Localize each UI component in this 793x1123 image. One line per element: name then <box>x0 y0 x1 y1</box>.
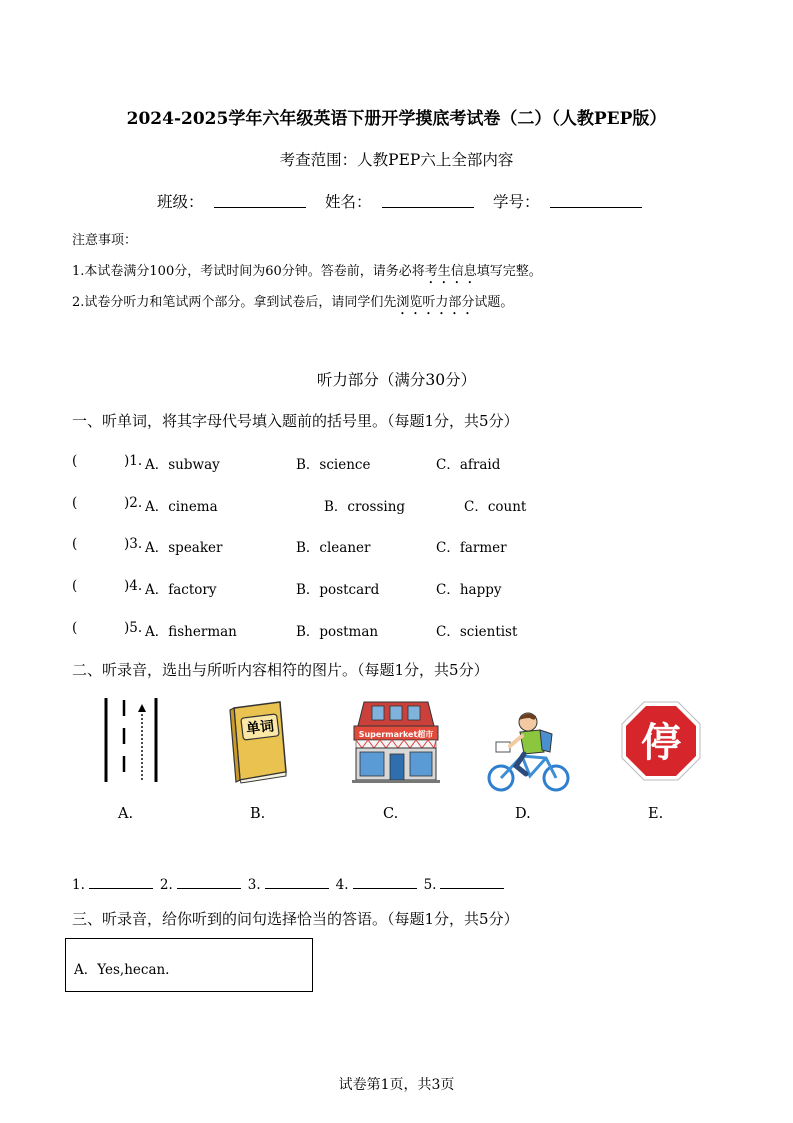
page-footer: 试卷第1页，共3页 <box>338 1077 455 1093</box>
answer-number: 2. <box>159 877 173 893</box>
answer-paren-open[interactable]: ( <box>72 536 78 552</box>
student-id-label: 学号： <box>493 193 540 211</box>
option-b: B．cleaner <box>296 540 371 556</box>
option-c: C．happy <box>436 582 502 598</box>
class-label: 班级： <box>157 193 204 211</box>
answer-paren-open[interactable]: ( <box>72 453 78 469</box>
answer-number: 5. <box>423 877 437 893</box>
class-blank[interactable] <box>214 207 306 208</box>
answer-paren-open[interactable]: ( <box>72 495 78 511</box>
section-3-heading: 三、听录音，给你听到的问句选择恰当的答语。（每题1分，共5分） <box>72 910 519 928</box>
answer-blank[interactable] <box>265 874 329 889</box>
answer-blank[interactable] <box>353 874 417 889</box>
exam-title: 2024-2025学年六年级英语下册开学摸底考试卷（二）（人教PEP版） <box>126 109 667 129</box>
section-2-heading: 二、听录音，选出与所听内容相符的图片。（每题1分，共5分） <box>72 661 489 679</box>
option-b: B．postman <box>296 624 379 640</box>
book-cover-text: 单词 <box>245 718 275 738</box>
option-c: C．scientist <box>436 624 518 640</box>
notes-heading: 注意事项： <box>72 233 138 248</box>
answer-number: 1. <box>72 877 85 893</box>
picture-label-c: C. <box>383 806 399 822</box>
option-a: A．subway <box>145 457 220 473</box>
answer-blank[interactable] <box>440 874 504 889</box>
boy-cycling-icon <box>486 708 572 794</box>
answer-blank[interactable] <box>89 874 153 889</box>
option-a: A．cinema <box>145 499 218 515</box>
picture-label-e: E. <box>648 806 664 822</box>
answer-paren-open[interactable]: ( <box>72 620 78 636</box>
note-1-emphasis: 考生信息 <box>424 264 477 279</box>
picture-label-a: A. <box>118 806 134 822</box>
question-number: )3. <box>124 536 143 552</box>
answer-blank[interactable] <box>177 874 241 889</box>
note-item-2 <box>72 291 513 318</box>
answer-number: 3. <box>247 877 261 893</box>
option-a: A．speaker <box>145 540 223 556</box>
note-1-text-c: 填写完整。 <box>476 264 542 279</box>
option-a: A．fisherman <box>145 624 237 640</box>
section-2-answer-line <box>72 874 511 893</box>
question-number: )5. <box>124 620 143 636</box>
option-c: C．farmer <box>436 540 507 556</box>
stop-sign-icon <box>620 700 702 782</box>
option-a: A．factory <box>145 582 217 598</box>
answer-paren-open[interactable]: ( <box>72 578 78 594</box>
stop-sign-text: 停 <box>641 720 681 766</box>
road-lanes-icon <box>100 696 162 784</box>
question-number: )1. <box>124 453 143 469</box>
exam-scope: 考查范围：人教PEP六上全部内容 <box>279 151 514 169</box>
answer-number: 4. <box>335 877 349 893</box>
option-b: B．postcard <box>296 582 380 598</box>
note-1-text-a: 1.本试卷满分100分，考试时间为60分钟。答卷前，请务必将 <box>72 264 425 279</box>
vocabulary-book-icon <box>228 698 292 784</box>
note-2-text-c: 试题。 <box>474 295 514 310</box>
option-c: C．afraid <box>436 457 501 473</box>
note-2-text-a: 2.试卷分听力和笔试两个部分。拿到试卷后，请同学们先 <box>72 295 397 310</box>
listening-section-title: 听力部分（满分30分） <box>316 371 477 389</box>
name-blank[interactable] <box>382 207 474 208</box>
question-number: )4. <box>124 578 143 594</box>
supermarket-sign-text: Supermarket超市 <box>358 730 434 739</box>
name-label: 姓名： <box>325 193 372 211</box>
option-c: C．count <box>464 499 527 515</box>
section-1-heading: 一、听单词，将其字母代号填入题前的括号里。（每题1分，共5分） <box>72 412 519 430</box>
supermarket-icon <box>350 698 442 784</box>
student-id-blank[interactable] <box>550 207 642 208</box>
picture-label-b: B. <box>250 806 266 822</box>
option-b: B．science <box>296 457 371 473</box>
note-item-1 <box>72 260 542 287</box>
option-b: B．crossing <box>324 499 406 515</box>
picture-label-d: D. <box>515 806 531 822</box>
question-number: )2. <box>124 495 143 511</box>
note-2-emphasis: 浏览听力部分 <box>396 295 475 310</box>
box-option-a: A．Yes,hecan. <box>74 962 170 978</box>
